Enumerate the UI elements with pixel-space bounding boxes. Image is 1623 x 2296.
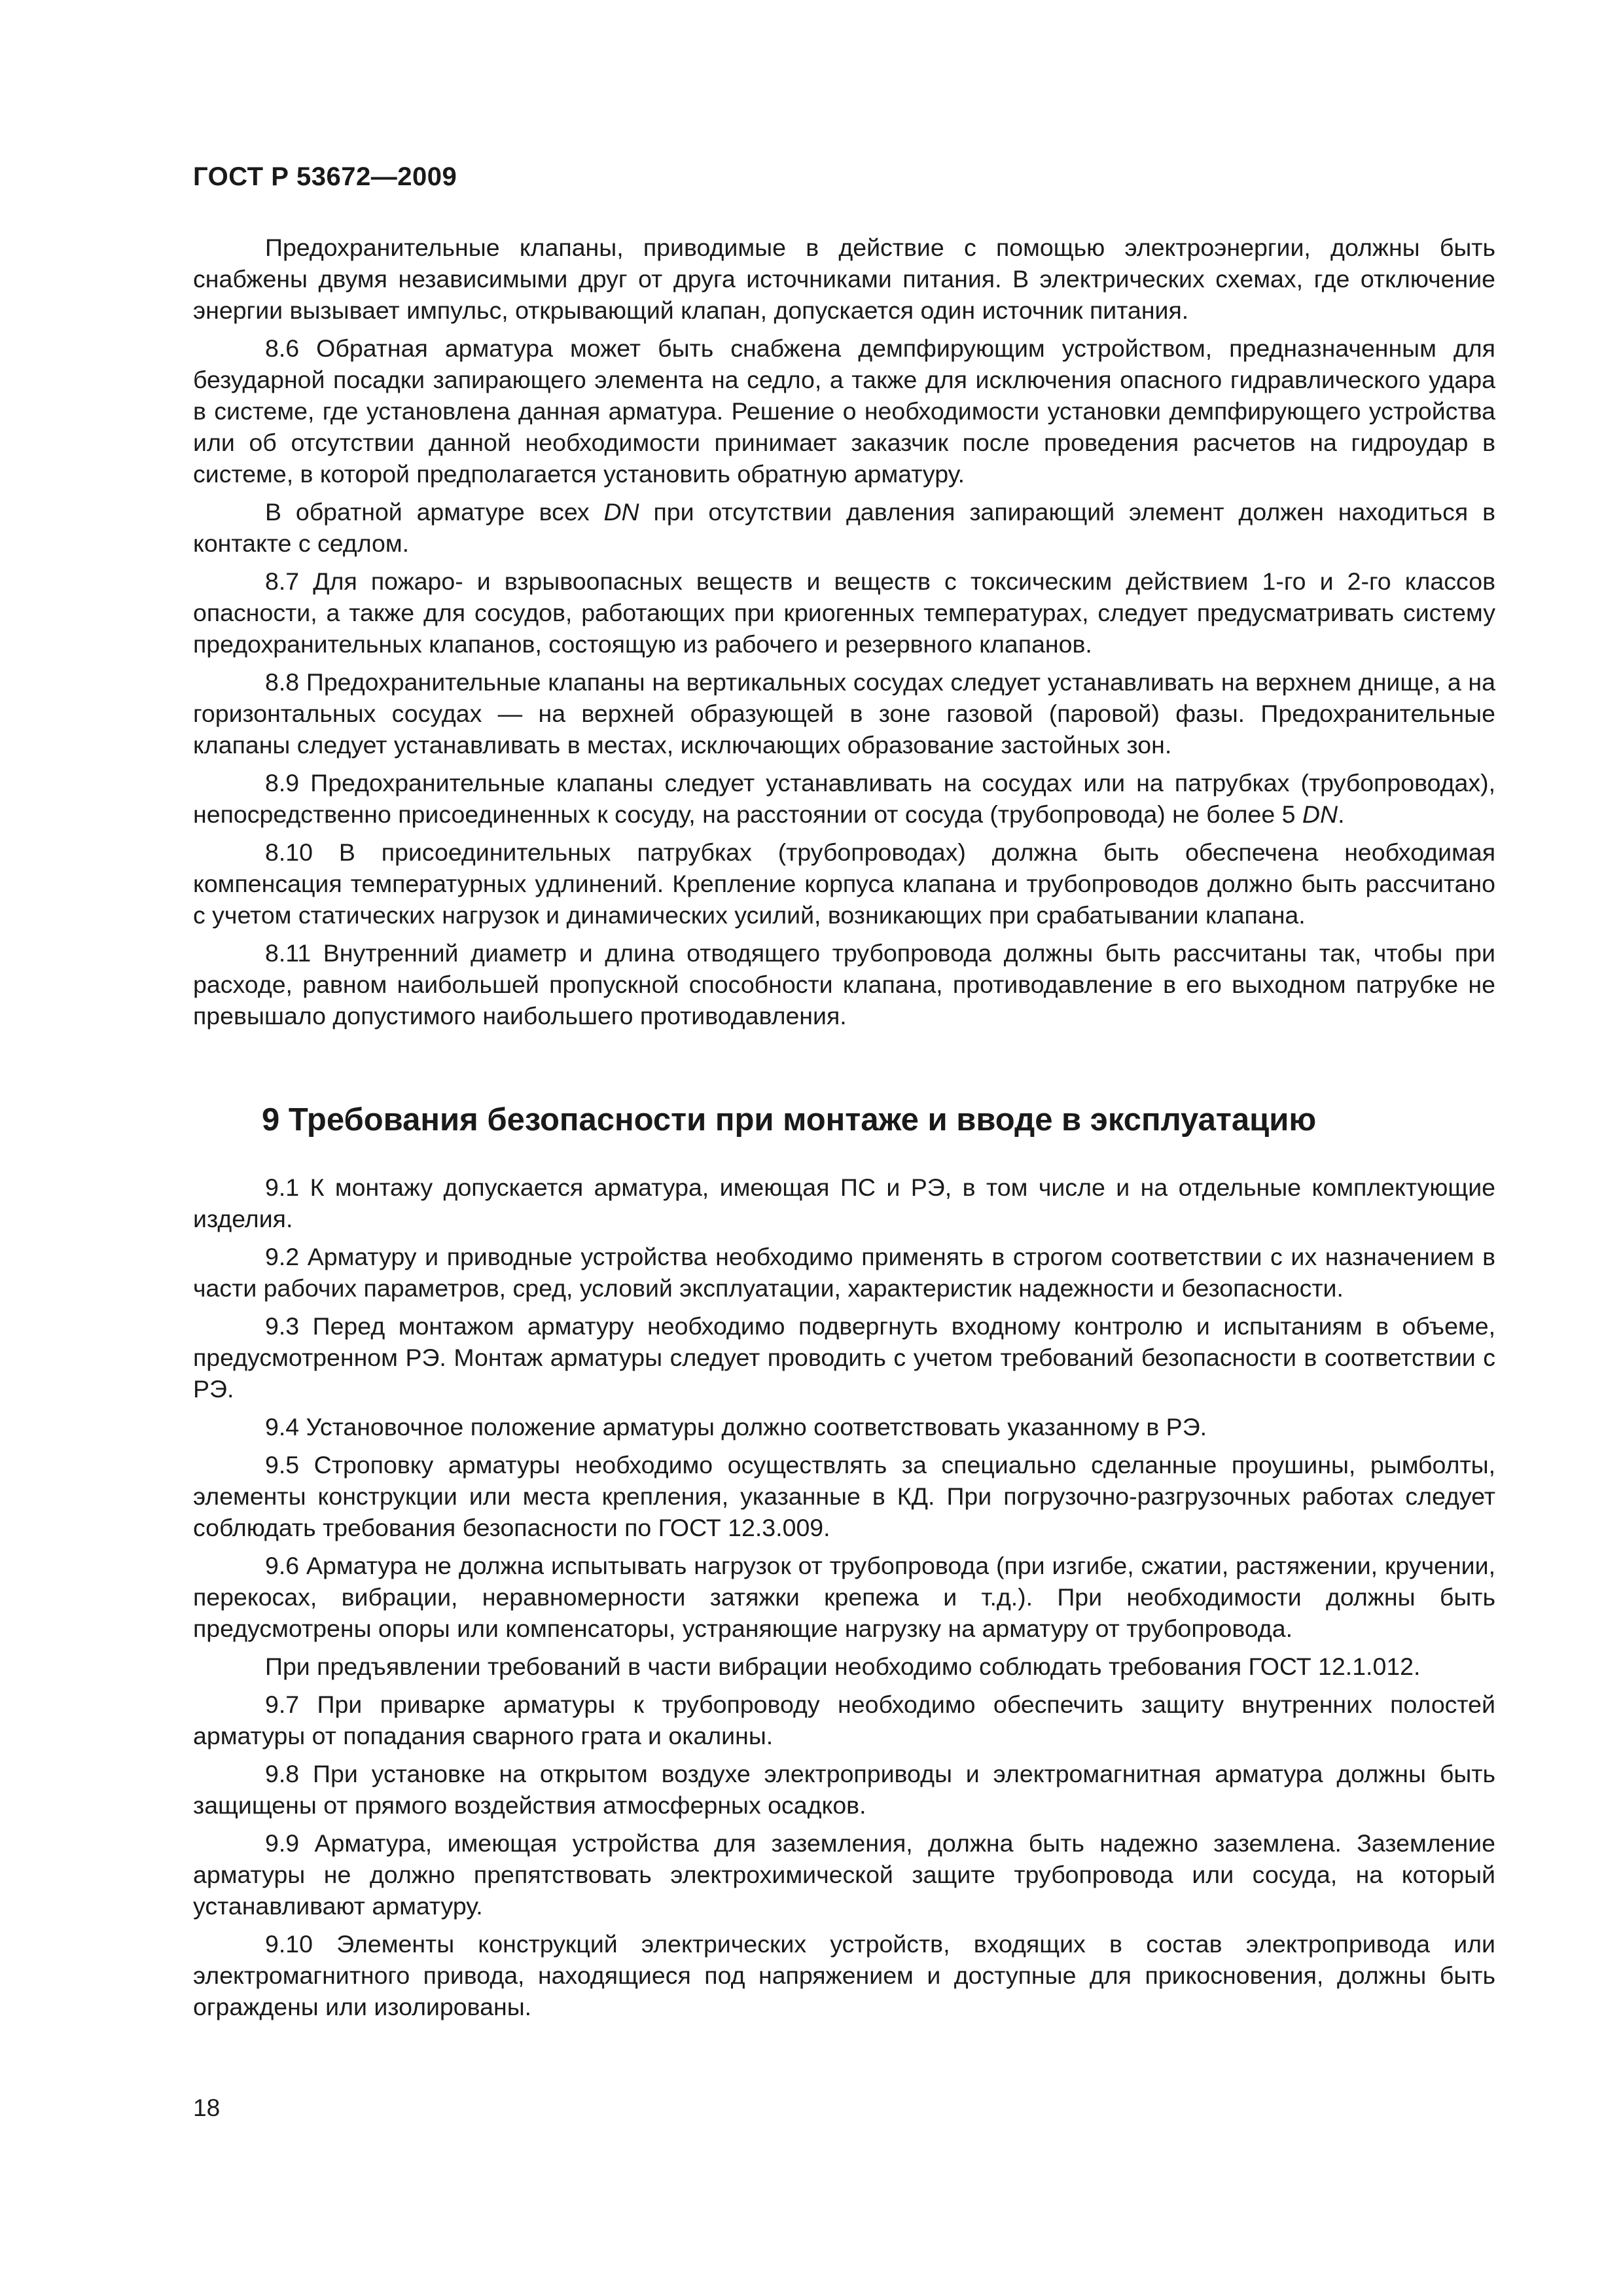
- paragraph-8-7: 8.7 Для пожаро- и взрывоопасных веществ и веществ с токсическим действием 1-го и 2-го классов опасности, а также для сосудов, работающих при криогенных температурах, следует предусматривать систему предохранительных клапанов, состоящую из рабочего и резервного клапанов.: [193, 567, 1495, 658]
- paragraph-8-9: 8.9 Предохранительные клапаны следует устанавливать на сосудах или на патрубках (трубопроводах), непосредственно присоединенных к сосуду, на расстоянии от сосуда (трубопровода) не более 5 DN.: [193, 769, 1495, 828]
- section-9-body: [193, 1172, 1495, 2029]
- paragraph-9-1: 9.1 К монтажу допускается арматура, имеющая ПС и РЭ, в том числе и на отдельные комплектующие изделия.: [193, 1174, 1495, 1232]
- paragraph-9-7: 9.7 При приварке арматуры к трубопроводу необходимо обеспечить защиту внутренних полостей арматуры от попадания сварного грата и окалины.: [193, 1691, 1495, 1749]
- paragraph-vibration-note: При предъявлении требований в части вибрации необходимо соблюдать требования ГОСТ 12.1.012.: [265, 1653, 1421, 1680]
- paragraph-8-11: 8.11 Внутренний диаметр и длина отводящего трубопровода должны быть рассчитаны так, чтобы при расходе, равном наибольшей пропускной способности клапана, противодавление в его выходном патрубке не превышало допустимого наибольшего противодавления.: [193, 939, 1495, 1030]
- paragraph-dn-note: В обратной арматуре всех DN при отсутствии давления запирающий элемент должен находиться в контакте с седлом.: [193, 498, 1495, 557]
- paragraph-8-8: 8.8 Предохранительные клапаны на вертикальных сосудах следует устанавливать на верхнем днище, а на горизонтальных сосудах — на верхней образующей в зоне газовой (паровой) фазы. Предохранительные клапаны следует устанавливать в местах, исключающих образование застойных зон.: [193, 668, 1495, 759]
- paragraph-9-10: 9.10 Элементы конструкций электрических устройств, входящих в состав электропривода или электромагнитного привода, находящиеся под напряжением и доступные для прикосновения, должны быть ограждены или изолированы.: [193, 1930, 1495, 2020]
- paragraph-9-3: 9.3 Перед монтажом арматуру необходимо подвергнуть входному контролю и испытаниям в объеме, предусмотренном РЭ. Монтаж арматуры следует проводить с учетом требований безопасности в соответствии с РЭ.: [193, 1312, 1495, 1403]
- document-header: ГОСТ Р 53672—2009: [193, 162, 457, 191]
- section-8-continuation: [193, 232, 1495, 1038]
- paragraph-9-6: 9.6 Арматура не должна испытывать нагрузок от трубопровода (при изгибе, сжатии, растяжении, кручении, перекосах, вибрации, неравномерности затяжки крепежа и т.д.). При необходимости должны быть предусмотрены опоры или компенсаторы, устраняющие нагрузку на арматуру от трубопровода.: [193, 1552, 1495, 1642]
- paragraph-9-2: 9.2 Арматуру и приводные устройства необходимо применять в строгом соответствии с их назначением в части рабочих параметров, сред, условий эксплуатации, характеристик надежности и безопасности.: [193, 1243, 1495, 1302]
- paragraph-9-8: 9.8 При установке на открытом воздухе электроприводы и электромагнитная арматура должны быть защищены от прямого воздействия атмосферных осадков.: [193, 1760, 1495, 1819]
- paragraph-9-4: 9.4 Установочное положение арматуры должно соответствовать указанному в РЭ.: [265, 1413, 1207, 1441]
- page-number: 18: [193, 2094, 221, 2121]
- paragraph-9-9: 9.9 Арматура, имеющая устройства для заземления, должна быть надежно заземлена. Заземление арматуры не должно препятствовать электрохимической защите трубопровода или сосуда, на который устанавливают арматуру.: [193, 1829, 1495, 1920]
- paragraph: Предохранительные клапаны, приводимые в действие с помощью электроэнергии, должны быть снабжены двумя независимыми друг от друга источниками питания. В электрических схемах, где отключение энергии вызывает импульс, открывающий клапан, допускается один источник питания.: [193, 234, 1495, 324]
- paragraph-8-6: 8.6 Обратная арматура может быть снабжена демпфирующим устройством, предназначенным для безударной посадки запирающего элемента на седло, а также для исключения опасного гидравлического удара в системе, где установлена данная арматура. Решение о необходимости установки демпфирующего устройства или об отсутствии данной необходимости принимает заказчик после проведения расчетов на гидроудар в системе, в которой предполагается установить обратную арматуру.: [193, 334, 1495, 488]
- paragraph-8-10: 8.10 В присоединительных патрубках (трубопроводах) должна быть обеспечена необходимая компенсация температурных удлинений. Крепление корпуса клапана и трубопроводов должно быть рассчитано с учетом статических нагрузок и динамических усилий, возникающих при срабатывании клапана.: [193, 838, 1495, 929]
- section-heading: 9 Требования безопасности при монтаже и вводе в эксплуатацию: [262, 1102, 1317, 1138]
- paragraph-9-5: 9.5 Строповку арматуры необходимо осуществлять за специально сделанные проушины, рымболты, элементы конструкции или места крепления, указанные в КД. При погрузочно-разгрузочных работах следует соблюдать требования безопасности по ГОСТ 12.3.009.: [193, 1451, 1495, 1541]
